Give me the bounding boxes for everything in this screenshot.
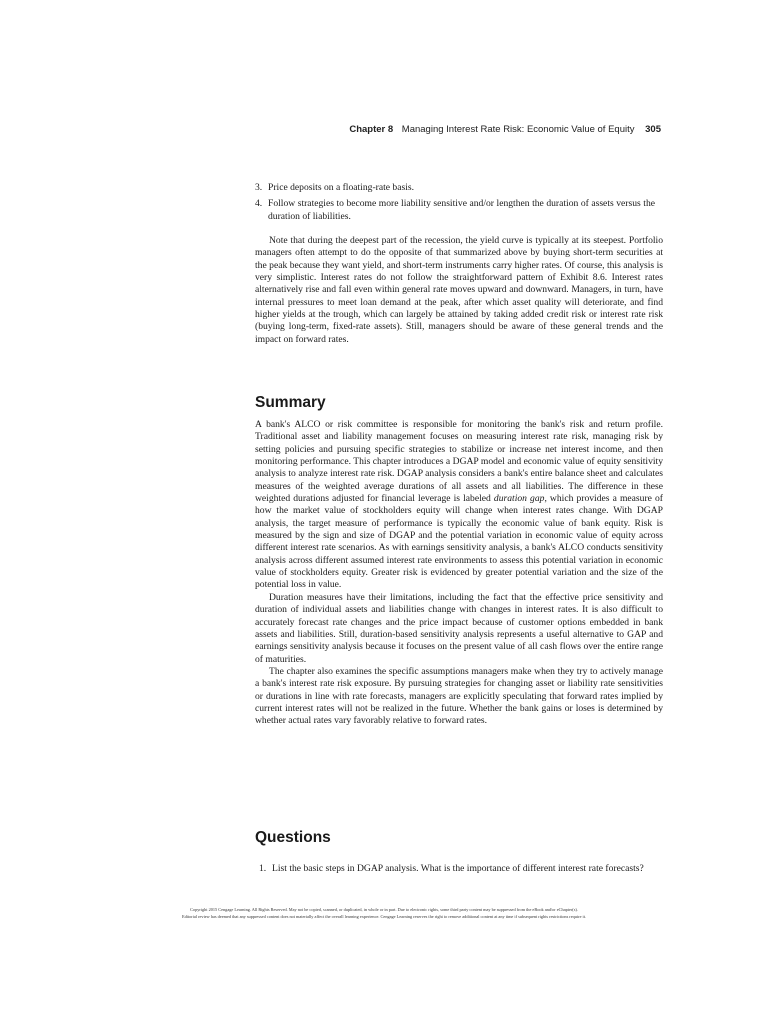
running-header [349,124,661,135]
paragraph: The chapter also examines the specific assumptions managers make when they try to actively manage a bank's interest rate risk exposure. By pursuing strategies for changing asset or liability rate sensitivities or durations in line with rate forecasts, managers are explicitly speculating that forward rates implied by current interest rates will not be realized in the future. Whether the bank gains or loses is determined by whether actual rates vary favorably relative to forward rates. [255,665,663,727]
italic-term: duration gap [493,493,545,505]
list-text: Price deposits on a floating-rate basis. [268,182,415,193]
chapter-label: Chapter 8 [349,124,394,135]
chapter-title: Managing Interest Rate Risk: Economic Value of Equity [401,124,635,135]
list-item [255,182,655,194]
paragraph: Duration measures have their limitations, including the fact that the effective price sensitivity and duration of individual assets and liabilities change with changes in interest rates. It is also difficult to accurately forecast rate changes and the price impact because of customer options embedded in bank assets and liabilities. Still, duration-based sensitivity analysis represents a useful alternative to GAP and earnings sensitivity analysis because it focuses on the present value of all cash flows over the entire range of maturities. [255,591,663,665]
questions-list [259,863,663,879]
strategy-list [255,182,655,227]
summary-body [255,419,663,728]
list-number: 3. [255,182,263,193]
page-number: 305 [645,124,661,135]
copyright-footer [80,906,688,920]
question-text: List the basic steps in DGAP analysis. What is the importance of different interest rate forecasts? [272,863,644,874]
list-item [255,198,655,223]
questions-heading: Questions [255,829,331,846]
paragraph-text: , which provides a measure of how the market value of stockholders equity will change when interest rates change. With DGAP analysis, the target measure of performance is typically the economic value of bank equity. Risk is measured by the sign and size of DGAP and the potential variation in economic value of equity across different interest rate scenarios. As with earnings sensitivity analysis, a bank's ALCO conducts sensitivity analysis across different assumed interest rate environments to assess this potential variation in economic value of stockholders equity. Greater risk is evidenced by greater potential variation and the size of the potential loss in value. [255,493,663,591]
summary-heading: Summary [255,394,326,411]
question-number: 1. [259,863,267,874]
list-item [259,863,663,875]
footer-line: Editorial review has deemed that any suppressed content does not materially affect the overall learning experience. Cengage Learning reserves the right to remove additional content at any time if subsequent rights restrictions require it. [181,914,587,919]
list-number: 4. [255,198,263,210]
paragraph: Note that during the deepest part of the recession, the yield curve is typically at its steepest. Portfolio managers often attempt to do the opposite of that summarized above by buying short-term securities at the peak because they want yield, and short-term instruments carry higher rates. Of course, this analysis is very simplistic. Interest rates do not follow the straightforward pattern of Exhibit 8.6. Interest rates alternatively rise and fall even within general rate moves upward and downward. Managers, in turn, have internal pressures to meet loan demand at the peak, after which asset quality will deteriorate, and find higher yields at the trough, which can largely be attained by taking added credit risk or interest rate risk (buying long-term, fixed-rate assets). Still, managers should be aware of these general trends and the impact on forward rates. [255,235,663,345]
paragraph [255,419,663,592]
note-section [255,235,663,346]
footer-line: Copyright 2015 Cengage Learning. All Rights Reserved. May not be copied, scanned, or duplicated, in whole or in part. Due to electronic rights, some third party content may be suppressed from the eBook and/or eChapter(s). [190,907,578,912]
paragraph-text: A bank's ALCO or risk committee is responsible for monitoring the bank's risk and return profile. Traditional asset and liability management focuses on measuring interest rate risk, managing risk by setting policies and pursuing specific strategies to stabilize or increase net interest income, and then monitoring performance. This chapter introduces a DGAP model and economic value of equity sensitivity analysis to analyze interest rate risk. DGAP analysis considers a bank's entire balance sheet and calculates measures of the weighted average durations of all assets and all liabilities. The difference in these weighted durations adjusted for financial leverage is labeled [255,419,663,505]
list-text: Follow strategies to become more liability sensitive and/or lengthen the duration of assets versus the duration of liabilities. [268,198,655,222]
